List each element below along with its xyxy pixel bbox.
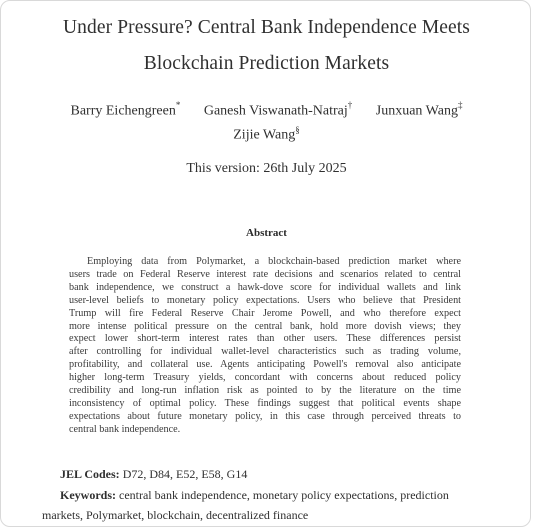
author-2-mark: † — [347, 100, 353, 110]
abstract-body — [69, 256, 461, 437]
author-3-name: Junxuan Wang — [375, 103, 458, 119]
keywords-line-2: markets, Polymarket, blockchain, decentralized finance — [42, 508, 309, 522]
author-1 — [71, 101, 181, 120]
abstract-line: user-level beliefs to monetary policy expectations. Users who believe that President — [69, 294, 461, 306]
author-2 — [204, 101, 352, 120]
author-3-mark: ‡ — [457, 100, 463, 110]
keywords-label: Keywords: — [60, 488, 116, 502]
jel-codes — [60, 467, 247, 482]
abstract-line: Trump will fire Federal Reserve Chair Jerome Powell, and who therefore expect — [69, 307, 461, 319]
author-1-name: Barry Eichengreen — [70, 103, 176, 119]
author-4-mark: § — [295, 125, 300, 135]
keywords-line-1: central bank independence, monetary policy expectations, prediction — [119, 488, 449, 502]
abstract-line: after controlling for individual wallet-level characteristics such as trading volume, — [69, 346, 461, 358]
abstract-line: bank independence, we construct a hawk-dove score for individual wallets and link — [69, 281, 461, 293]
abstract-line: expect lower short-term interest rates than other users. These differences persist — [69, 333, 461, 345]
abstract-line: Employing data from Polymarket, a blockchain-based prediction market where — [87, 256, 461, 267]
jel-label: JEL Codes: — [60, 467, 120, 481]
paper-title-line-2: Blockchain Prediction Markets — [143, 53, 390, 74]
version-date: This version: 26th July 2025 — [186, 161, 347, 176]
abstract-line: credibility and long-run inflation risk as pointed to by the literature on the time — [69, 385, 461, 397]
author-4 — [1, 125, 531, 144]
abstract-line: users trade on Federal Reserve interest rate decisions and scenarios related to central — [69, 268, 461, 280]
abstract-line: higher long-term Treasury yields, concordant with concerns about reduced policy — [69, 372, 461, 384]
abstract-line: central bank independence. — [69, 423, 181, 435]
author-list — [1, 101, 531, 120]
paper-title-line-1: Under Pressure? Central Bank Independence Meets — [62, 17, 470, 38]
keywords — [60, 488, 492, 503]
author-4-name: Zijie Wang — [233, 127, 296, 143]
jel-values: D72, D84, E52, E58, G14 — [122, 467, 248, 481]
author-2-name: Ganesh Viswanath-Natraj — [203, 103, 348, 119]
author-1-mark: * — [175, 100, 181, 110]
abstract-line: profitability, and collateral use. Agents anticipating Powell's removal also anticipate — [69, 359, 461, 371]
abstract-line: more intense political pressure on the central bank, hold more dovish views; they — [69, 320, 461, 332]
abstract-line: inconsistency of optimal policy. These findings suggest that political events shape — [69, 397, 461, 409]
author-3 — [376, 101, 463, 120]
abstract-line: expectations about future monetary policy, in this case through perceived threats to — [69, 410, 461, 422]
abstract-heading: Abstract — [246, 227, 287, 239]
